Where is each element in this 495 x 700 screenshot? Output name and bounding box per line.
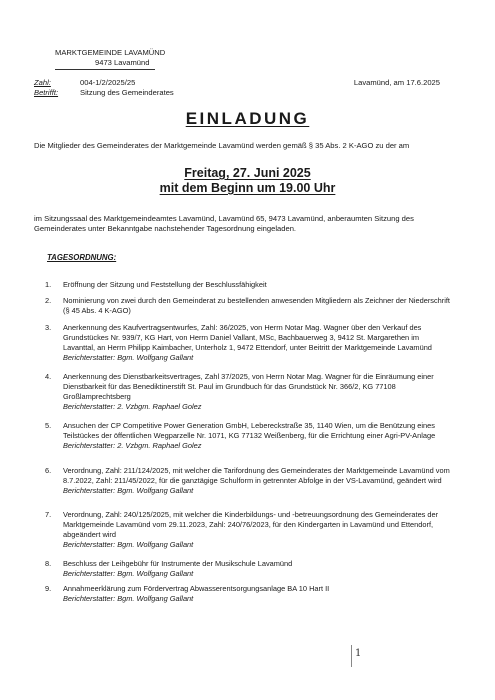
agenda-item-number: 1. (45, 280, 52, 289)
agenda-item (45, 296, 450, 316)
zahl-label: Zahl: (34, 78, 51, 87)
agenda-item-reporter: Berichterstatter: Bgm. Wolfgang Gallant (63, 568, 194, 578)
reference-block (34, 78, 174, 98)
agenda-heading: TAGESORDNUNG: (47, 253, 117, 262)
agenda-item-body (63, 280, 450, 290)
agenda-item-number: 8. (45, 559, 52, 568)
location-paragraph: im Sitzungssaal des Marktgemeindeamtes Lavamünd, Lavamünd 65, 9473 Lavamünd, anberaumten Sitzung des Gemeinderates unter Bekanntgabe nachstehender Tagesordnung eingeladen. (34, 214, 414, 234)
agenda-item (45, 466, 450, 496)
agenda-item-number: 6. (45, 466, 52, 475)
place-date: Lavamünd, am 17.6.2025 (353, 78, 440, 87)
meeting-time: mit dem Beginn um 19.00 Uhr (159, 181, 336, 195)
letterhead (55, 48, 165, 68)
agenda-item-reporter: Berichterstatter: Bgm. Wolfgang Gallant (63, 352, 194, 362)
meeting-datetime (0, 166, 495, 196)
agenda-item-body (63, 559, 450, 579)
agenda-item (45, 510, 450, 550)
reference-row (34, 78, 174, 88)
agenda-item-number: 9. (45, 584, 52, 593)
agenda-item-reporter: Berichterstatter: Bgm. Wolfgang Gallant (63, 485, 194, 495)
agenda-item-reporter: Berichterstatter: 2. Vzbgm. Raphael Golez (63, 440, 202, 450)
subject-row (34, 88, 174, 98)
agenda-item (45, 421, 450, 451)
agenda-item-body (63, 372, 450, 412)
intro-paragraph: Die Mitglieder des Gemeinderates der Marktgemeinde Lavamünd werden gemäß § 35 Abs. 2 K-AGO zu der am (34, 141, 410, 150)
agenda-item-body (63, 584, 450, 604)
agenda-item-reporter: Berichterstatter: Bgm. Wolfgang Gallant (63, 593, 194, 603)
title-text: EINLADUNG (185, 109, 310, 128)
letterhead-divider (55, 69, 155, 70)
agenda-item-text: Annahmeerklärung zum Fördervertrag Abwasserentsorgungsanlage BA 10 Hart II (63, 584, 330, 593)
agenda-item-text: Anerkennung des Dienstbarkeitsvertrages, Zahl 37/2025, von Herrn Notar Mag. Wagner für die Einräumung einer Dienstbarkeit für das Benediktinerstift St. Paul im Grundbuch für das Grundstück Nr. 366/2, KG 77108 Großlamprechtsberg (63, 372, 434, 401)
agenda-item-reporter: Berichterstatter: Bgm. Wolfgang Gallant (63, 539, 194, 549)
agenda-item-number: 4. (45, 372, 52, 381)
agenda-item-text: Nominierung von zwei durch den Gemeinderat zu bestellenden anwesenden Mitgliedern als Zeichner der Niederschrift (§ 45 Abs. 4 K-AGO) (63, 296, 450, 315)
agenda-item-text: Eröffnung der Sitzung und Feststellung der Beschlussfähigkeit (63, 280, 267, 289)
agenda-item (45, 323, 450, 363)
zahl-value: 004-1/2/2025/25 (80, 78, 136, 87)
agenda-item-text: Beschluss der Leihgebühr für Instrumente der Musikschule Lavamünd (63, 559, 293, 568)
page-number: 1 (355, 648, 362, 659)
agenda-item-body (63, 510, 450, 550)
page-mark-line (351, 645, 352, 667)
agenda-item-text: Anerkennung des Kaufvertragsentwurfes, Zahl: 36/2025, von Herrn Notar Mag. Wagner über den Verkauf des Grundstückes Nr. 939/7, KG Hart, von Herrn Daniel Vallant, MSc, Bachbauerweg 3, 9412 St. Margarethen im Lavanttal, an Herrn Philipp Kaimbacher, Unterholz 1, 9472 Ettendorf, unter Beitritt der Marktgemeinde Lavamünd (63, 323, 432, 352)
betrifft-value: Sitzung des Gemeinderates (80, 88, 174, 97)
agenda-item-body (63, 323, 450, 363)
agenda-item-text: Verordnung, Zahl: 240/125/2025, mit welcher die Kinderbildungs- und -betreuungsordnung des Gemeinderates der Marktgemeinde Lavamünd vom 29.11.2023, Zahl: 240/76/2023, für den Kindergarten in Lavamünd und Ettendorf, abgeändert wird (63, 510, 439, 539)
agenda-item-number: 2. (45, 296, 52, 305)
agenda-item-text: Ansuchen der CP Competitive Power Generation GmbH, Lebereckstraße 35, 1140 Wien, um die Benützung eines Teilstückes der öffentlichen Wegparzelle Nr. 1071, KG 77132 Weißenberg, für die Errichtung einer Agri-PV-Anlage (63, 421, 436, 440)
organization-name: MARKTGEMEINDE LAVAMÜND (55, 48, 166, 57)
meeting-date: Freitag, 27. Juni 2025 (184, 166, 311, 180)
agenda-item-body (63, 466, 450, 496)
agenda-item-reporter: Berichterstatter: 2. Vzbgm. Raphael Golez (63, 401, 202, 411)
agenda-item-text: Verordnung, Zahl: 211/124/2025, mit welcher die Tarifordnung des Gemeinderates der Marktgemeinde Lavamünd vom 8.7.2022, Zahl: 211/45/2022, für die ganztägige Schulform in getrennter Abfolge in der VS-Lavamünd, geändert wird (63, 466, 450, 485)
organization-address: 9473 Lavamünd (95, 58, 150, 67)
agenda-item-number: 5. (45, 421, 52, 430)
agenda-item (45, 372, 450, 412)
agenda-item-number: 7. (45, 510, 52, 519)
document-title (0, 109, 495, 129)
agenda-item (45, 559, 450, 579)
agenda-item-body (63, 421, 450, 451)
betrifft-label: Betrifft: (34, 88, 59, 97)
agenda-item (45, 280, 450, 290)
agenda-item-body (63, 296, 450, 316)
agenda-item (45, 584, 450, 604)
agenda-item-number: 3. (45, 323, 52, 332)
